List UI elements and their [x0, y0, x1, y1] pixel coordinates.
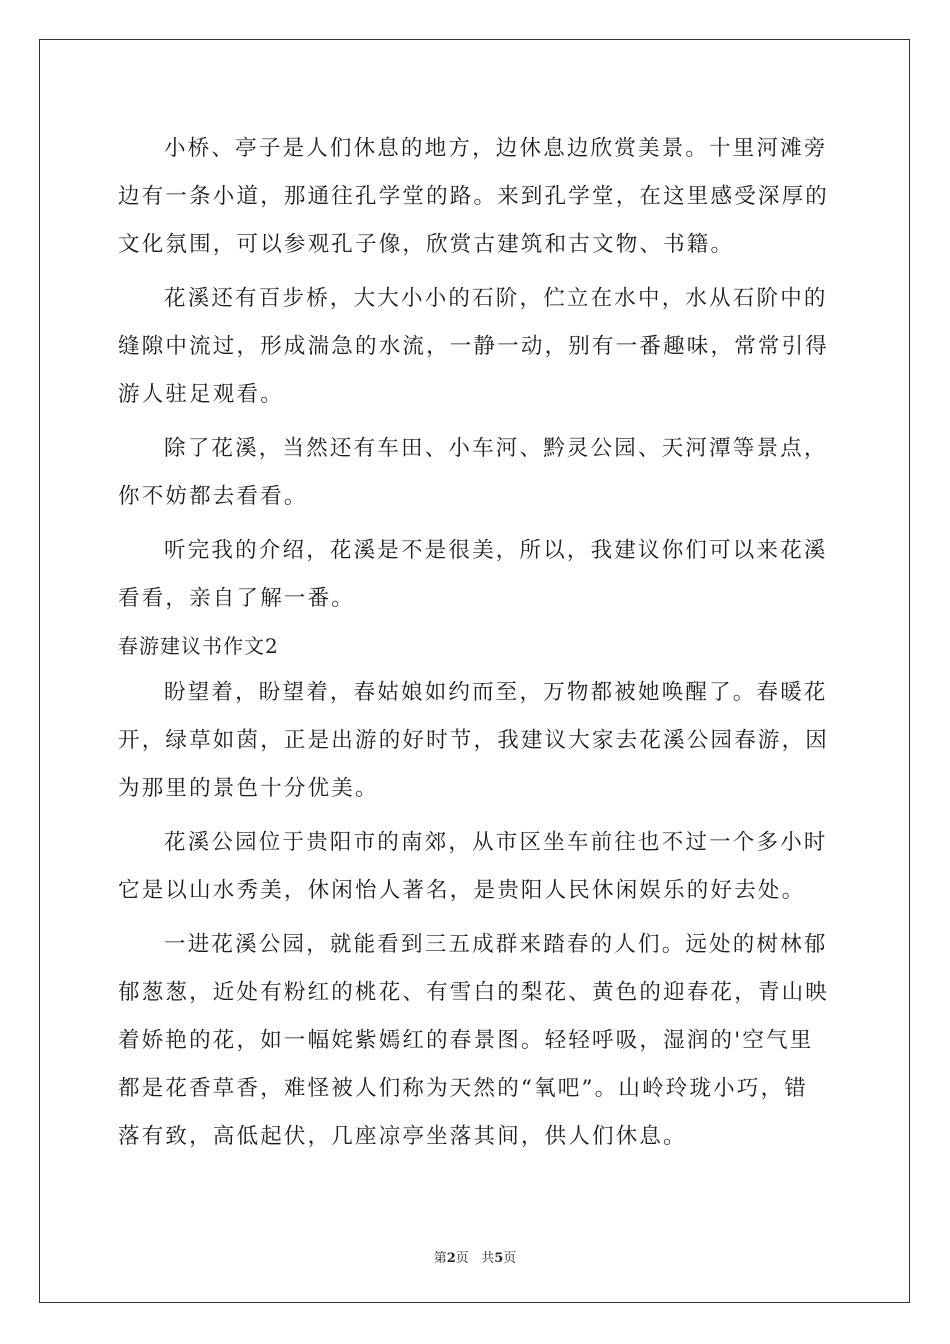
footer-total-prefix: 共 — [481, 1251, 495, 1266]
footer-total-pages: 5 — [494, 1251, 504, 1266]
paragraph-line: 开，绿草如茵，正是出游的好时节，我建议大家去花溪公园春游，因 — [118, 728, 830, 753]
paragraph-line: 它是以山水秀美，休闲怡人著名，是贵阳人民休闲娱乐的好去处。 — [118, 878, 806, 903]
paragraph-line: 小桥、亭子是人们休息的地方，边休息边欣赏美景。十里河滩旁 — [164, 136, 828, 161]
paragraph-line: 你不妨都去看看。 — [118, 484, 308, 509]
document-body — [118, 125, 838, 1161]
footer-page-suffix: 页 — [455, 1251, 469, 1266]
paragraph-line: 边有一条小道，那通往孔学堂的路。来到孔学堂，在这里感受深厚的 — [118, 184, 830, 209]
paragraph-line: 盼望着，盼望着，春姑娘如约而至，万物都被她唤醒了。春暖花 — [164, 680, 828, 705]
page-footer — [0, 1247, 950, 1266]
footer-prefix: 第 — [433, 1251, 447, 1266]
paragraph-line: 除了花溪，当然还有车田、小车河、黔灵公园、天河潭等景点， — [164, 436, 828, 461]
paragraph-line: 着娇艳的花，如一幅姹紫嫣红的春景图。轻轻呼吸，湿润的'空气里 — [118, 1028, 814, 1053]
paragraph-line: 郁葱葱，近处有粉红的桃花、有雪白的梨花、黄色的迎春花，青山映 — [118, 980, 830, 1005]
paragraph-line: 游人驻足观看。 — [118, 382, 284, 407]
footer-page-number: 2 — [446, 1251, 456, 1266]
paragraph-line: 看看，亲自了解一番。 — [118, 586, 356, 611]
paragraph-line: 听完我的介绍，花溪是不是很美，所以，我建议你们可以来花溪 — [164, 538, 828, 563]
paragraph-line: 一进花溪公园，就能看到三五成群来踏春的人们。远处的树林郁 — [164, 932, 828, 957]
footer-total-suffix: 页 — [503, 1251, 517, 1266]
section-heading: 春游建议书作文2 — [118, 634, 279, 658]
paragraph-line: 为那里的景色十分优美。 — [118, 776, 379, 801]
paragraph-line: 都是花香草香，难怪被人们称为天然的“氧吧”。山岭玲珑小巧，错 — [118, 1076, 808, 1101]
paragraph-line: 花溪还有百步桥，大大小小的石阶，伫立在水中，水从石阶中的 — [164, 286, 828, 311]
paragraph-line: 文化氛围，可以参观孔子像，欣赏古建筑和古文物、书籍。 — [118, 232, 735, 257]
paragraph-line: 花溪公园位于贵阳市的南郊，从市区坐车前往也不过一个多小时 — [164, 830, 828, 855]
paragraph-line: 落有致，高低起伏，几座凉亭坐落其间，供人们休息。 — [118, 1124, 687, 1149]
paragraph-line: 缝隙中流过，形成湍急的水流，一静一动，别有一番趣味，常常引得 — [118, 334, 830, 359]
